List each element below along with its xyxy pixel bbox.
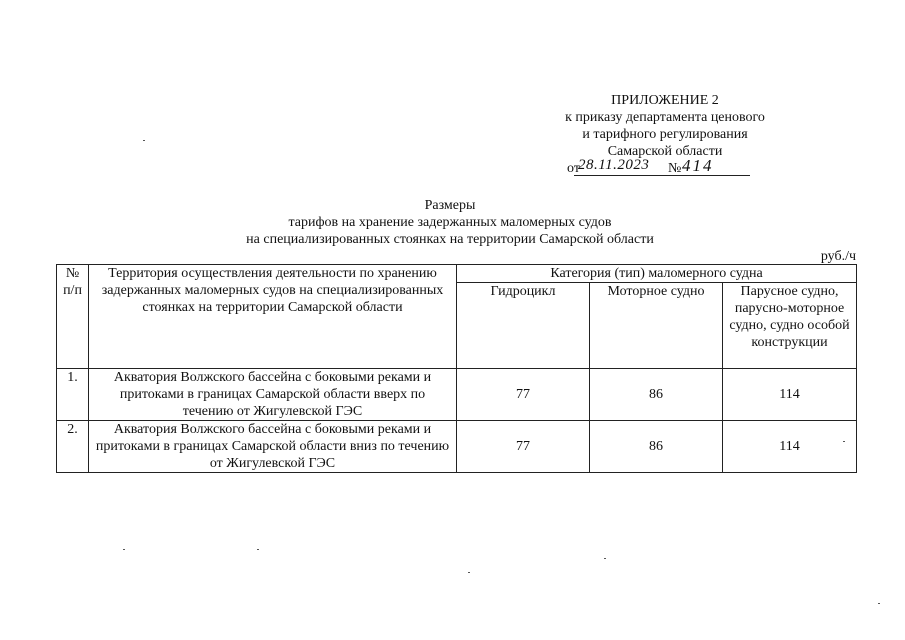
header-motor-boat: Моторное судно (590, 283, 723, 369)
appendix-line-1: к приказу департамента ценового (565, 110, 765, 125)
scan-speck (604, 558, 606, 559)
header-jet-ski: Гидроцикл (457, 283, 590, 369)
title-line-1: Размеры (424, 198, 476, 213)
header-sail-boat: Парусное судно, парусно-моторное судно, судно особой конструкции (723, 283, 857, 369)
appendix-line-2: и тарифного регулирования (582, 127, 748, 142)
tariff-table (56, 264, 857, 473)
order-underline (574, 175, 750, 176)
scan-speck (843, 441, 845, 442)
title-line-2: тарифов на хранение задержанных маломерных судов (288, 215, 612, 230)
appendix-header (520, 92, 810, 178)
header-category: Категория (тип) маломерного судна (457, 265, 857, 283)
row-num: 2. (57, 421, 89, 473)
header-num: № п/п (57, 265, 89, 369)
row-motor-boat-value: 86 (590, 421, 723, 473)
table-row (57, 421, 857, 473)
order-date-number-line (520, 156, 810, 178)
table-row (57, 369, 857, 421)
handwritten-date: 28.11.2023 (578, 157, 650, 173)
row-num: 1. (57, 369, 89, 421)
row-jet-ski-value: 77 (457, 421, 590, 473)
row-sail-boat-value: 114 (723, 369, 857, 421)
unit-label: руб./ч (820, 249, 856, 264)
row-motor-boat-value: 86 (590, 369, 723, 421)
scan-speck (468, 572, 470, 573)
table-header-row (57, 265, 857, 283)
row-territory: Акватория Волжского бассейна с боковыми реками и притоками в границах Самарской области вверх по течению от Жигулевской ГЭС (89, 369, 457, 421)
appendix-line-3: Самарской области (607, 144, 723, 159)
row-territory: Акватория Волжского бассейна с боковыми реками и притоками в границах Самарской области вниз по течению от Жигулевской ГЭС (89, 421, 457, 473)
scan-speck (878, 603, 880, 604)
scan-speck (123, 549, 125, 550)
scan-speck (143, 140, 145, 141)
row-sail-boat-value: 114 (723, 421, 857, 473)
order-number-sign: № (668, 161, 682, 176)
scan-speck (257, 549, 259, 550)
handwritten-order-number: 414 (682, 156, 714, 175)
document-title (140, 197, 760, 248)
header-territory: Территория осуществления деятельности по хранению задержанных маломерных судов на специализированных стоянках на территории Самарской области (89, 265, 457, 369)
order-ot-label: от (567, 161, 580, 176)
appendix-title: ПРИЛОЖЕНИЕ 2 (611, 93, 719, 108)
title-line-3: на специализированных стоянках на территории Самарской области (246, 232, 654, 247)
row-jet-ski-value: 77 (457, 369, 590, 421)
